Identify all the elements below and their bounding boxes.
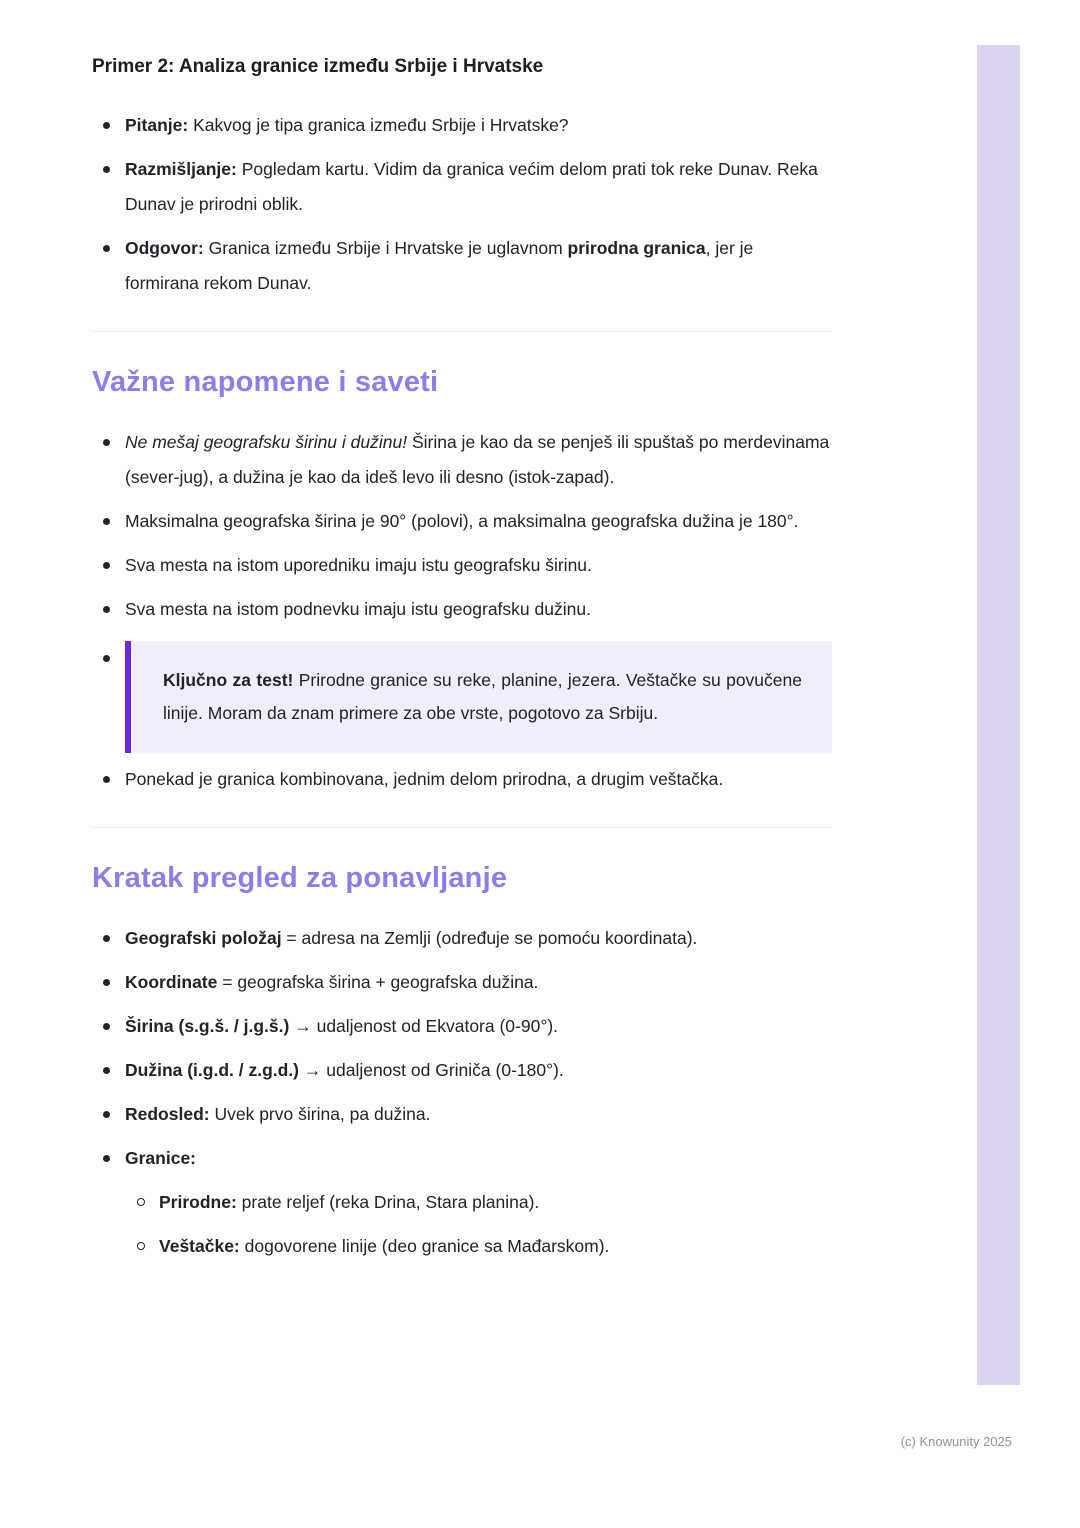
callout-text: Prirodne granice su reke, planine, jezera. Veštačke su povučene linije. Moram da znam primere za obe vrste, pogotovo za Srbiju. bbox=[163, 670, 802, 723]
item-text: Uvek prvo širina, pa dužina. bbox=[209, 1104, 431, 1124]
example-bullet-list bbox=[92, 108, 832, 301]
item-text: Kakvog je tipa granica između Srbije i Hrvatske? bbox=[188, 115, 569, 135]
list-item-sirina bbox=[92, 1009, 832, 1044]
decorative-side-bar bbox=[977, 45, 1020, 1385]
list-item-ne-mesaj bbox=[92, 425, 832, 495]
notes-section-heading: Važne napomene i saveti bbox=[92, 366, 439, 398]
list-item-geografski-polozaj bbox=[92, 921, 832, 956]
list-item-razmisljanje bbox=[92, 152, 832, 222]
sub-list-item-vestacke bbox=[125, 1229, 832, 1264]
list-item-koordinate bbox=[92, 965, 832, 1000]
section-divider bbox=[92, 827, 832, 828]
item-text: Sva mesta na istom uporedniku imaju istu geografsku širinu. bbox=[125, 555, 592, 575]
item-label: Koordinate bbox=[125, 972, 218, 992]
list-item-duzina bbox=[92, 1053, 832, 1088]
notes-bullet-list bbox=[92, 425, 832, 797]
list-item-uporednik bbox=[92, 548, 832, 583]
list-item-redosled bbox=[92, 1097, 832, 1132]
list-item-podnevak bbox=[92, 592, 832, 627]
copyright-footer: (c) Knowunity 2025 bbox=[900, 1434, 1012, 1449]
item-text: Maksimalna geografska širina je 90° (polovi), a maksimalna geografska dužina je 180°. bbox=[125, 511, 799, 531]
granice-sub-list bbox=[125, 1185, 832, 1264]
item-bold-text: prirodna granica bbox=[567, 238, 706, 258]
item-label: Širina (s.g.š. / j.g.š.) bbox=[125, 1016, 290, 1036]
item-text: Granica između Srbije i Hrvatske je uglavnom bbox=[203, 238, 568, 258]
item-label: Odgovor: bbox=[125, 238, 204, 258]
item-text: Pogledam kartu. Vidim da granica većim delom prati tok reke Dunav. Reka Dunav je prirodni oblik. bbox=[125, 159, 818, 214]
callout-label: Ključno za test! bbox=[163, 670, 294, 690]
section-divider bbox=[92, 331, 832, 332]
key-note-callout bbox=[125, 641, 832, 753]
item-label: Veštačke: bbox=[159, 1236, 240, 1256]
callout-list-item bbox=[92, 641, 832, 753]
item-italic-text: Ne mešaj geografsku širinu i dužinu! bbox=[125, 432, 408, 452]
item-label: Prirodne: bbox=[159, 1192, 237, 1212]
item-text: , jer je formirana rekom Dunav. bbox=[125, 238, 754, 293]
example-heading: Primer 2: Analiza granice između Srbije i Hrvatske bbox=[92, 56, 544, 77]
item-text: = adresa na Zemlji (određuje se pomoću koordinata). bbox=[281, 928, 698, 948]
item-label: Razmišljanje: bbox=[125, 159, 237, 179]
item-text: Širina je kao da se penješ ili spuštaš po merdevinama (sever-jug), a dužina je kao da ideš levo ili desno (istok-zapad). bbox=[125, 432, 830, 487]
item-text: → udaljenost od Griniča (0-180°). bbox=[299, 1060, 564, 1080]
item-text: = geografska širina + geografska dužina. bbox=[217, 972, 539, 992]
item-text: → udaljenost od Ekvatora (0-90°). bbox=[289, 1016, 559, 1036]
review-bullet-list bbox=[92, 921, 832, 1264]
document-content bbox=[92, 56, 832, 1273]
list-item-granice bbox=[92, 1141, 832, 1264]
list-item-odgovor bbox=[92, 231, 832, 301]
item-label: Granice: bbox=[125, 1148, 196, 1168]
item-label: Pitanje: bbox=[125, 115, 189, 135]
item-text: Sva mesta na istom podnevku imaju istu geografsku dužinu. bbox=[125, 599, 591, 619]
list-item-pitanje bbox=[92, 108, 832, 143]
item-text: dogovorene linije (deo granice sa Mađarskom). bbox=[239, 1236, 610, 1256]
sub-list-item-prirodne bbox=[125, 1185, 832, 1220]
item-label: Geografski položaj bbox=[125, 928, 282, 948]
item-label: Dužina (i.g.d. / z.g.d.) bbox=[125, 1060, 300, 1080]
review-section-heading: Kratak pregled za ponavljanje bbox=[92, 862, 508, 894]
item-text: Ponekad je granica kombinovana, jednim delom prirodna, a drugim veštačka. bbox=[125, 769, 724, 789]
item-label: Redosled: bbox=[125, 1104, 210, 1124]
list-item-kombinovana bbox=[92, 762, 832, 797]
list-item-maksimalna bbox=[92, 504, 832, 539]
item-text: prate reljef (reka Drina, Stara planina). bbox=[236, 1192, 540, 1212]
